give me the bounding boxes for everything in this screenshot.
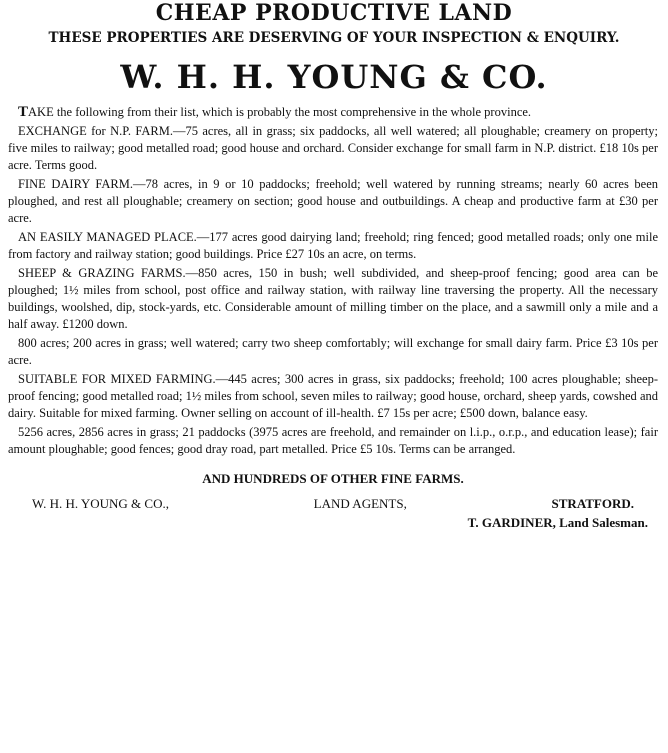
listing-easily-managed: AN EASILY MANAGED PLACE.—177 acres good dairying land; freehold; ring fenced; good metalled roads; only one mile from factory and railway station; good buildings. Price £27 10s an acre, on terms. <box>8 230 658 261</box>
drop-initial: T <box>18 104 29 120</box>
subheadline: THESE PROPERTIES ARE DESERVING OF YOUR INSPECTION & ENQUIRY. <box>48 30 620 46</box>
advert-body <box>8 104 658 531</box>
intro-paragraph <box>8 104 658 121</box>
listing-5256-acres: 5256 acres, 2856 acres in grass; 21 paddocks (3975 acres are freehold, and remainder on l.i.p., o.r.p., and education lease); fair amount ploughable; good fences; good dray road, part metalled. Price £5 10s. Terms can be arranged. <box>8 425 658 456</box>
intro-text: AKE the following from their list, which is probably the most comprehensive in the whole province. <box>28 105 532 119</box>
listing-800-acres: 800 acres; 200 acres in grass; well watered; carry two sheep comfortably; will exchange for small dairy farm. Price £3 10s per acre. <box>8 336 658 367</box>
listing-exchange: EXCHANGE for N.P. FARM.—75 acres, all in grass; six paddocks, all well watered; all ploughable; creamery on property; five miles to railway; good metalled road; good house and orchard. Consider exchange for small farm in N.P. district. £18 10s per acre. Terms good. <box>8 124 658 172</box>
listing-dairy-farm: FINE DAIRY FARM.—78 acres, in 9 or 10 paddocks; freehold; well watered by running streams; nearly 60 acres been ploughed, and rest all ploughable; creamery on section; good house and outbuildings. A cheap and productive farm at £30 per acre. <box>8 177 658 225</box>
headline: CHEAP PRODUCTIVE LAND <box>155 0 513 26</box>
listing-sheep-grazing: SHEEP & GRAZING FARMS.—850 acres, 150 in bush; well subdivided, and sheep-proof fencing; good area can be ploughed; 1½ miles from school, post office and railway station, with railway line traversing the property. All the necessary buildings, woolshed, dip, stock-yards, etc. Considerable amount of milling timber on the place, and a sawmill only a mile and a half away. £1200 down. <box>8 266 658 331</box>
closing-line: AND HUNDREDS OF OTHER FINE FARMS. <box>202 471 464 486</box>
firm-name: W. H. H. YOUNG & CO. <box>120 58 548 96</box>
listing-mixed-farming: SUITABLE FOR MIXED FARMING.—445 acres; 300 acres in grass, six paddocks; freehold; 100 acres ploughable; sheep-proof fencing; good metalled road; 1½ miles from school, seven miles to railway; good house, orchard, sheep yards, cowshed and dairy. Suitable for mixed farming. Owner selling on account of ill-health. £7 15s per acre; £500 down, balance easy. <box>8 372 658 420</box>
footer-town: STRATFORD. <box>551 496 634 511</box>
footer-role: LAND AGENTS, <box>313 496 407 511</box>
footer-firm: W. H. H. YOUNG & CO., <box>32 496 169 511</box>
agent-footer <box>8 495 658 512</box>
footer-salesman: T. GARDINER, Land Salesman. <box>467 515 648 530</box>
